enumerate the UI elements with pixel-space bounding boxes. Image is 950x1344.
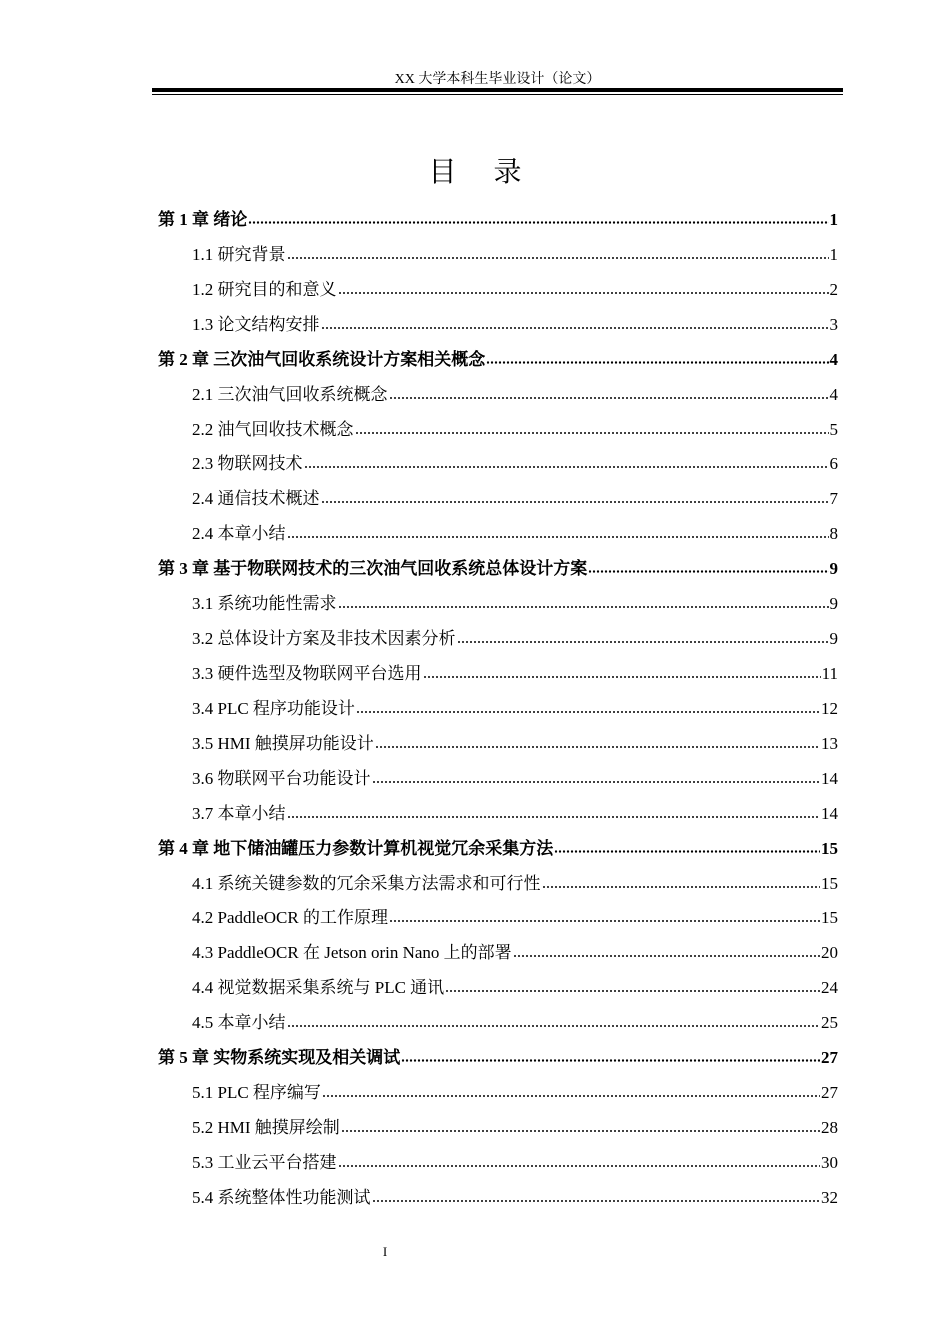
toc-entry-page: 3 [829,314,838,334]
toc-entry-page: 5 [829,419,838,439]
toc-chapter-entry[interactable] [158,552,838,587]
toc-section-entry[interactable] [158,447,838,482]
toc-entry-title: 3.7 本章小结 [192,803,286,823]
dot-leader [513,955,820,957]
toc-entry-title: 2.4 通信技术概述 [192,489,320,509]
header-rule-thick [152,88,843,92]
dot-leader [355,432,829,434]
toc-section-entry[interactable] [158,901,838,936]
toc-entry-page: 25 [821,1013,838,1033]
dot-leader [445,990,820,992]
toc-entry-title: 4.5 本章小结 [192,1013,286,1033]
toc-entry-title: 5.3 工业云平台搭建 [192,1152,337,1172]
toc-entry-title: 第 4 章 地下储油罐压力参数计算机视觉冗余采集方法 [158,838,554,858]
toc-section-entry[interactable] [158,622,838,657]
dot-leader [338,606,829,608]
header-rule-thin [152,94,843,95]
toc-entry-page: 4 [829,384,838,404]
toc-entry-page: 28 [821,1117,838,1137]
toc-entry-title: 3.6 物联网平台功能设计 [192,768,371,788]
toc-chapter-entry[interactable] [158,203,838,238]
dot-leader [372,781,821,783]
toc-entry-page: 15 [821,908,838,928]
toc-section-entry[interactable] [158,657,838,692]
dot-leader [341,1130,820,1132]
toc-entry-page: 9 [829,629,838,649]
toc-entry-page: 32 [821,1187,838,1207]
toc-section-entry[interactable] [158,867,838,902]
toc-entry-page: 7 [829,489,838,509]
dot-leader [287,816,821,818]
dot-leader [372,1200,821,1202]
toc-section-entry[interactable] [158,971,838,1006]
table-of-contents [158,203,838,1216]
page-number: I [382,1244,388,1259]
dot-leader [338,1165,821,1167]
toc-entry-page: 15 [821,873,838,893]
toc-entry-page: 24 [821,978,838,998]
toc-section-entry[interactable] [158,517,838,552]
toc-entry-title: 第 3 章 基于物联网技术的三次油气回收系统总体设计方案 [158,559,588,579]
dot-leader [321,327,829,329]
dot-leader [321,501,829,503]
toc-entry-title: 1.2 研究目的和意义 [192,279,337,299]
toc-section-entry[interactable] [158,482,838,517]
dot-leader [389,920,820,922]
toc-section-entry[interactable] [158,936,838,971]
page-header: XX 大学本科生毕业设计（论文） [394,72,601,87]
toc-entry-title: 3.1 系统功能性需求 [192,594,337,614]
toc-entry-page: 9 [829,594,838,614]
toc-entry-title: 3.2 总体设计方案及非技术因素分析 [192,629,456,649]
toc-entry-title: 1.3 论文结构安排 [192,314,320,334]
toc-chapter-entry[interactable] [158,343,838,378]
toc-entry-page: 4 [829,349,838,369]
toc-entry-title: 第 5 章 实物系统实现及相关调试 [158,1048,401,1068]
toc-entry-page: 27 [821,1083,838,1103]
dot-leader [542,886,821,888]
toc-entry-title: 5.2 HMI 触摸屏绘制 [192,1117,340,1137]
dot-leader [554,850,820,853]
toc-section-entry[interactable] [158,692,838,727]
toc-entry-title: 第 1 章 绪论 [158,210,248,229]
toc-entry-title: 2.2 油气回收技术概念 [192,419,354,439]
dot-leader [287,1025,821,1027]
toc-entry-page: 9 [829,559,838,579]
toc-entry-page: 6 [829,454,838,474]
toc-section-entry[interactable] [158,1076,838,1111]
toc-entry-title: 4.4 视觉数据采集系统与 PLC 通讯 [192,978,445,998]
dot-leader [287,257,829,259]
toc-entry-title: 3.4 PLC 程序功能设计 [192,698,355,718]
toc-section-entry[interactable] [158,1146,838,1181]
toc-entry-page: 15 [821,838,838,858]
toc-entry-page: 14 [821,768,838,788]
toc-entry-title: 2.4 本章小结 [192,524,286,544]
dot-leader [322,1095,820,1097]
toc-entry-title: 2.3 物联网技术 [192,454,303,474]
toc-section-entry[interactable] [158,587,838,622]
toc-entry-title: 2.1 三次油气回收系统概念 [192,384,388,404]
toc-entry-title: 1.1 研究背景 [192,244,286,264]
toc-section-entry[interactable] [158,308,838,343]
toc-section-entry[interactable] [158,727,838,762]
toc-entry-page: 2 [829,279,838,299]
toc-entry-page: 30 [821,1152,838,1172]
dot-leader [287,536,829,538]
toc-entry-page: 14 [821,803,838,823]
toc-entry-page: 13 [821,733,838,753]
toc-section-entry[interactable] [158,413,838,448]
toc-section-entry[interactable] [158,238,838,273]
toc-entry-title: 4.3 PaddleOCR 在 Jetson orin Nano 上的部署 [192,943,512,963]
dot-leader [401,1059,820,1062]
dot-leader [375,746,820,748]
toc-entry-page: 27 [821,1048,838,1068]
toc-section-entry[interactable] [158,797,838,832]
toc-entry-title: 5.1 PLC 程序编写 [192,1083,321,1103]
dot-leader [356,711,820,713]
toc-chapter-entry[interactable] [158,832,838,867]
toc-entry-title: 3.5 HMI 触摸屏功能设计 [192,733,374,753]
toc-section-entry[interactable] [158,273,838,308]
toc-entry-page: 20 [821,943,838,963]
toc-chapter-entry[interactable] [158,1041,838,1076]
toc-entry-title: 第 2 章 三次油气回收系统设计方案相关概念 [158,349,486,369]
toc-entry-title: 5.4 系统整体性功能测试 [192,1187,371,1207]
toc-entry-page: 1 [829,244,838,264]
toc-entry-title: 4.1 系统关键参数的冗余采集方法需求和可行性 [192,873,541,893]
dot-leader [486,361,828,364]
toc-entry-page: 8 [829,524,838,544]
toc-entry-page: 12 [821,698,838,718]
dot-leader [423,676,821,678]
toc-section-entry[interactable] [158,1006,838,1041]
dot-leader [588,570,828,573]
toc-entry-title: 4.2 PaddleOCR 的工作原理 [192,908,388,928]
toc-entry-page: 11 [821,663,838,683]
toc-entry-page: 1 [829,210,838,229]
dot-leader [389,397,829,399]
toc-section-entry[interactable] [158,1111,838,1146]
toc-section-entry[interactable] [158,762,838,797]
dot-leader [338,292,829,294]
dot-leader [304,466,829,468]
page-title: 目 录 [428,155,536,188]
toc-section-entry[interactable] [158,378,838,413]
dot-leader [248,221,828,224]
toc-entry-title: 3.3 硬件选型及物联网平台选用 [192,663,422,683]
dot-leader [457,641,829,643]
toc-section-entry[interactable] [158,1181,838,1216]
